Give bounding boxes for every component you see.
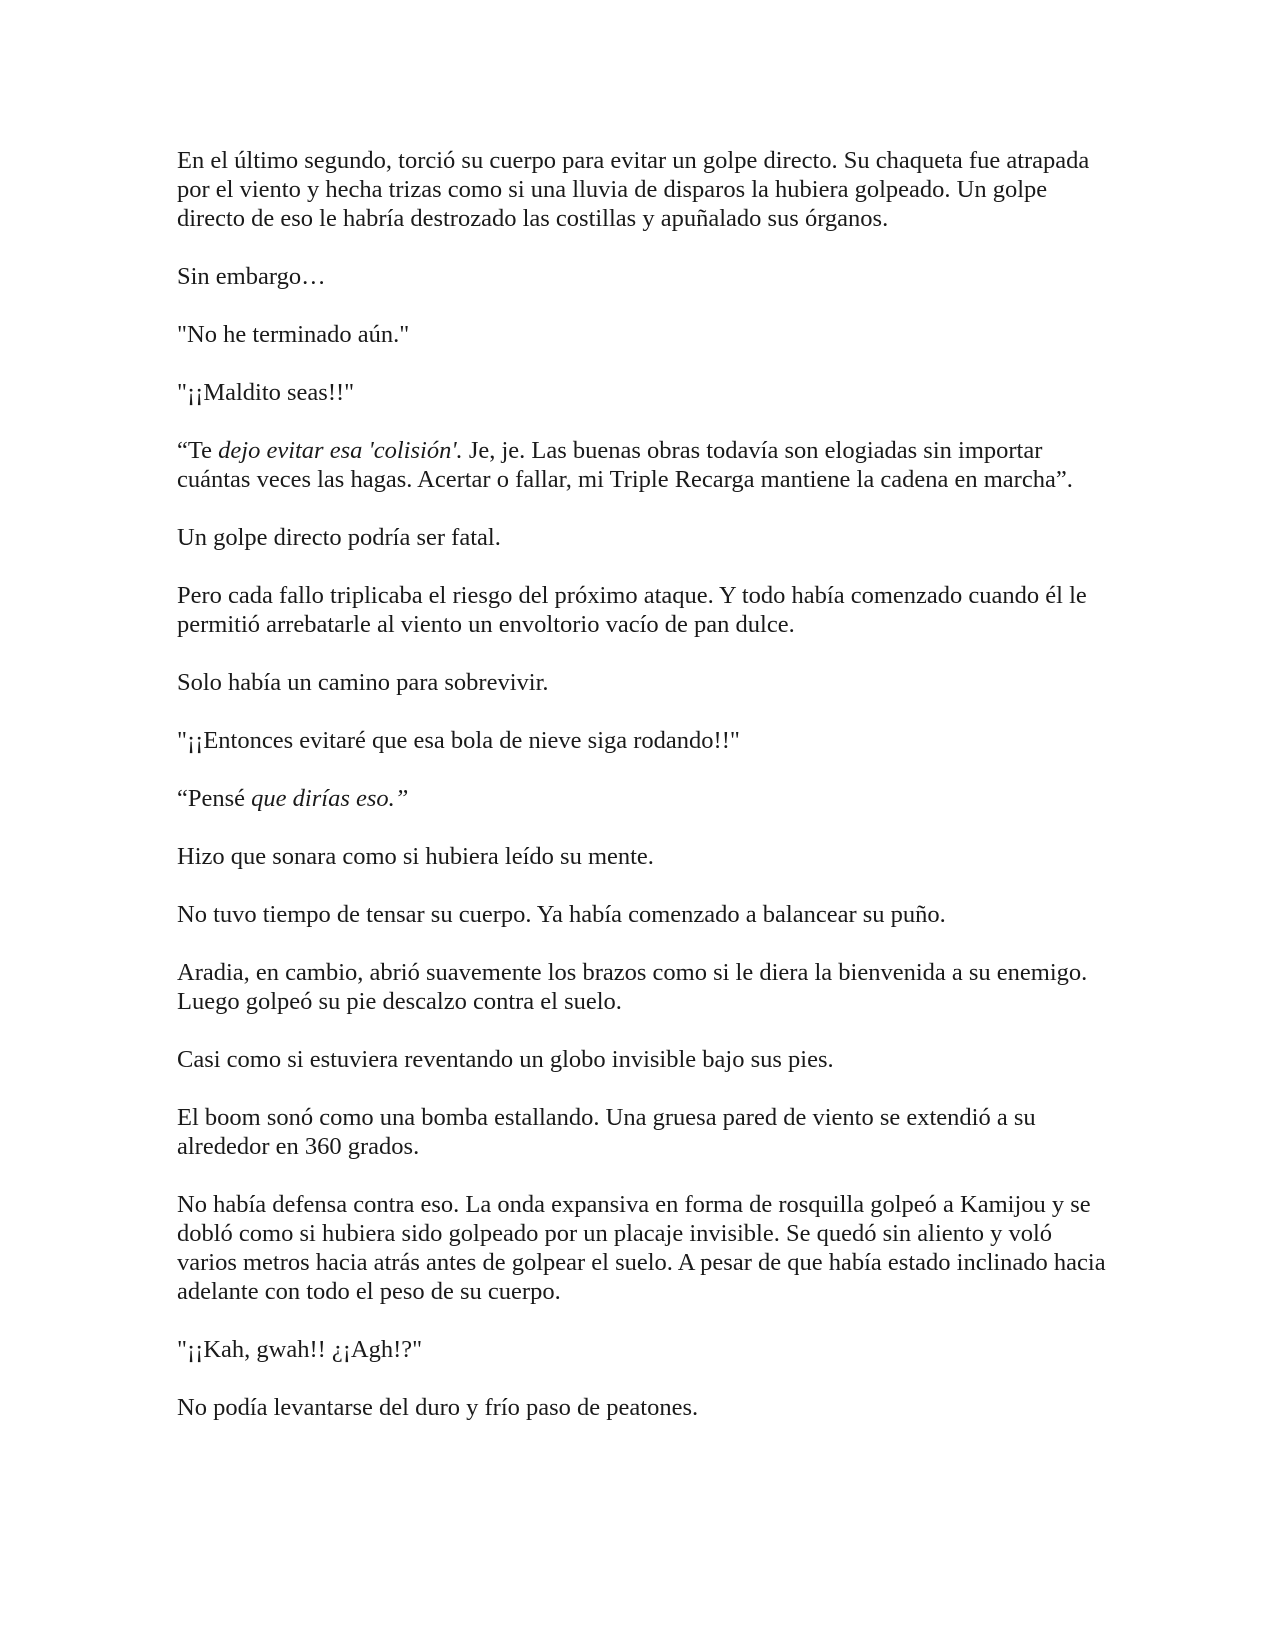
paragraph: Un golpe directo podría ser fatal. [177,524,501,551]
dialogue-line: "¡¡Entonces evitaré que esa bola de nieve siga rodando!!" [177,727,740,754]
paragraph: No tuvo tiempo de tensar su cuerpo. Ya había comenzado a balancear su puño. [177,901,946,928]
paragraph: El boom sonó como una bomba estallando. Una gruesa pared de viento se extendió a su alrededor en 360 grados. [177,1104,1036,1160]
paragraph: No podía levantarse del duro y frío paso de peatones. [177,1394,699,1421]
dialogue-line: "¡¡Kah, gwah!! ¿¡Agh!?" [177,1336,423,1363]
paragraph: Pero cada fallo triplicaba el riesgo del próximo ataque. Y todo había comenzado cuando él le permitió arrebatarle al viento un envoltorio vacío de pan dulce. [177,582,1087,638]
document-page [177,146,1107,1451]
dialogue-text: “Te [177,437,219,464]
paragraph: Hizo que sonara como si hubiera leído su mente. [177,843,654,870]
paragraph: Aradia, en cambio, abrió suavemente los brazos como si le diera la bienvenida a su enemigo. Luego golpeó su pie descalzo contra el suelo. [177,959,1088,1015]
paragraph: Sin embargo… [177,263,326,290]
italic-text: dejo evitar esa 'colisión'. [218,437,463,464]
dialogue-text: “Pensé [177,785,252,812]
italic-text: que dirías eso.” [251,785,409,812]
paragraph: Casi como si estuviera reventando un globo invisible bajo sus pies. [177,1046,834,1073]
dialogue-line: "¡¡Maldito seas!!" [177,379,355,406]
dialogue-line [177,784,1107,813]
paragraph: No había defensa contra eso. La onda expansiva en forma de rosquilla golpeó a Kamijou y se dobló como si hubiera sido golpeado por un placaje invisible. Se quedó sin aliento y voló varios metros hacia atrás antes de golpear el suelo. A pesar de que había estado inclinado hacia adelante con todo el peso de su cuerpo. [177,1191,1106,1305]
dialogue-line: "No he terminado aún." [177,321,410,348]
paragraph: En el último segundo, torció su cuerpo para evitar un golpe directo. Su chaqueta fue atrapada por el viento y hecha trizas como si una lluvia de disparos la hubiera golpeado. Un golpe directo de eso le habría destrozado las costillas y apuñalado sus órganos. [177,147,1090,232]
dialogue-text: Je, je. Las buenas obras todavía son elogiadas sin importar cuántas veces las hagas. Acertar o fallar, mi Triple Recarga mantiene la cadena en marcha”. [177,437,1073,493]
dialogue-line [177,436,1107,494]
paragraph: Solo había un camino para sobrevivir. [177,669,549,696]
